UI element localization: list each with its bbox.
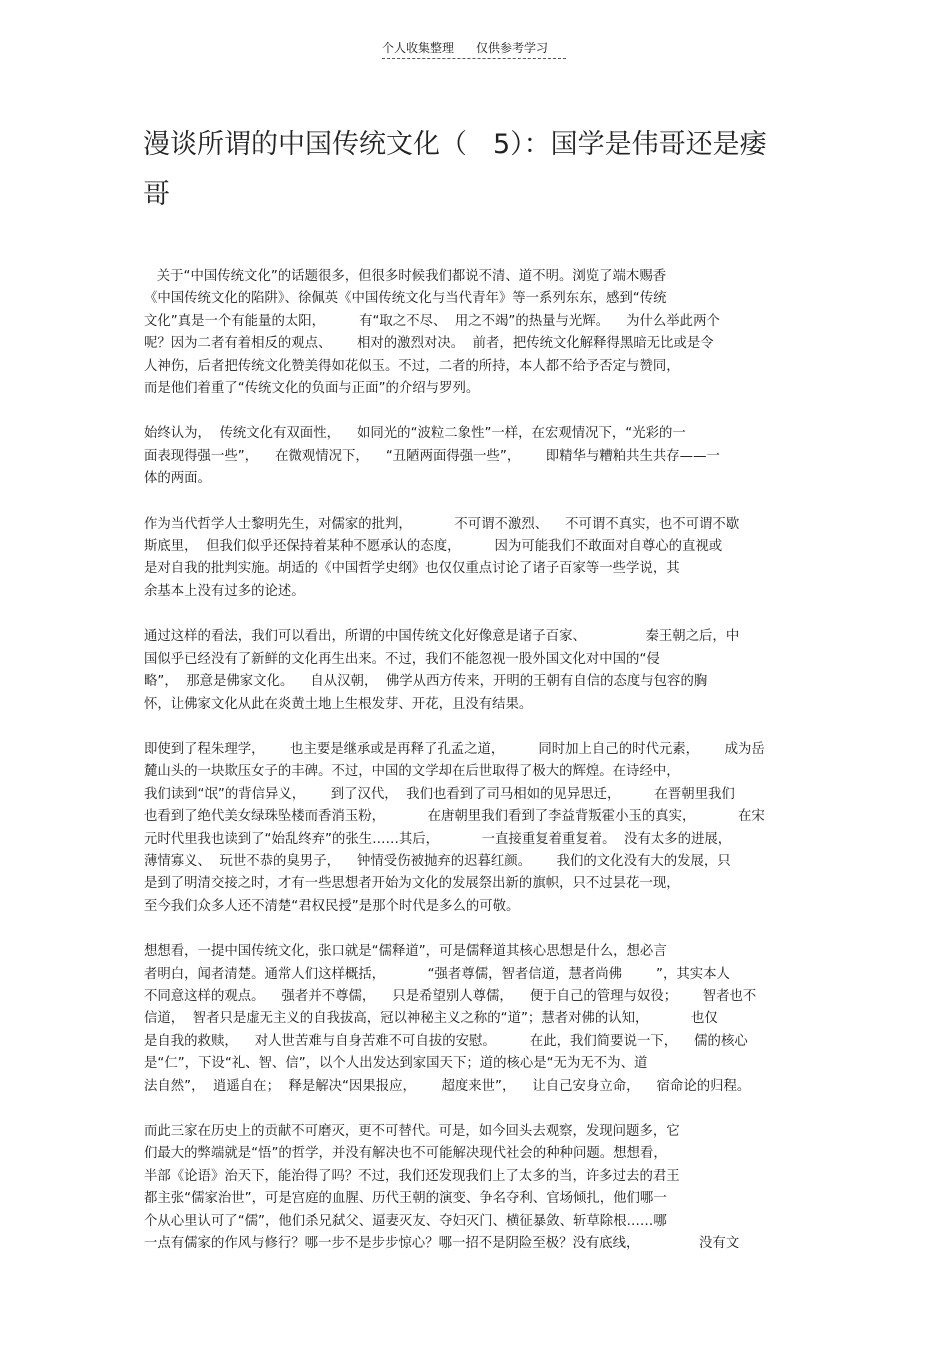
paragraph [144,266,824,400]
page-header [382,40,568,56]
paragraph-line: 国似乎已经没有了新鲜的文化再生出来。不过，我们不能忽视一股外国文化对中国的“侵 [144,651,660,667]
paragraph-line: 是自我的救赎， 对人世苦难与自身苦难不可自拔的安慰。 在此，我们简要说一下， 儒的核心 [144,1033,748,1049]
paragraph-line: 即使到了程朱理学， 也主要是继承或是再释了孔孟之道， 同时加上自己的时代元素， 成为岳 [144,741,765,757]
paragraph [144,739,824,918]
paragraph-line: 们最大的弊端就是“悟”的哲学，并没有解决也不可能解决现代社会的种种问题。想想看， [144,1146,667,1162]
paragraph [144,423,824,490]
paragraph-line: 半部《论语》治天下，能治得了吗？不过，我们还发现我们上了太多的当，许多过去的君王 [144,1168,680,1184]
paragraph-line: 是对自我的批判实施。胡适的《中国哲学史纲》也仅仅重点讨论了诸子百家等一些学说，其 [144,561,680,577]
paragraph [144,941,824,1098]
title-part-1: 漫谈所谓的中国传统文化（ [143,129,467,160]
paragraph-line: 不同意这样的观点。 强者并不尊儒， 只是希望别人尊儒， 便于自己的管理与奴役； 智者也不 [144,988,757,1004]
header-left-text: 个人收集整理 [382,41,455,55]
header-right-text: 仅供参考学习 [476,41,549,55]
paragraph-line: 斯底里， 但我们似乎还保持着某种不愿承认的态度， 因为可能我们不敢面对自尊心的直视或 [144,539,723,555]
paragraph-line: 都主张“儒家治世”，可是宫庭的血腥、历代王朝的演变、争名夺利、官场倾扎，他们哪一 [144,1191,667,1207]
paragraph [144,626,824,716]
paragraph [144,1121,824,1255]
paragraph-line: 文化”真是一个有能量的太阳， 有“取之不尽、 用之不竭”的热量与光辉。 为什么举此两个 [144,313,720,329]
paragraph-line: 想想看，一提中国传统文化，张口就是“儒释道”，可是儒释道其核心思想是什么，想必言 [144,944,667,960]
paragraph-line: 作为当代哲学人士黎明先生，对儒家的批判， 不可谓不激烈、 不可谓不真实，也不可谓不歇 [144,516,740,532]
paragraph-line: 余基本上没有过多的论述。 [144,583,305,599]
paragraph-line: 面表现得强一些”， 在微观情况下， “丑陋两面得强一些”， 即精华与糟粕共生共存——一 [144,448,720,464]
paragraph-line: 者明白，闻者清楚。通常人们这样概括， “强者尊儒，智者信道，慧者尚佛 ”，其实本人 [144,966,730,982]
paragraph-line: 也看到了绝代美女绿珠坠楼而香消玉粉， 在唐朝里我们看到了李益背叛霍小玉的真实， 在宋 [144,809,765,825]
paragraph [144,514,824,604]
paragraph-line: 法自然”， 逍遥自在； 释是解决“因果报应， 超度来世”， 让自己安身立命， 宿命论的归程。 [144,1078,751,1094]
paragraph-line: 人神伤，后者把传统文化赞美得如花似玉。不过，二者的所持，本人都不给予否定与赞同， [144,358,680,374]
paragraph-line: 怀，让佛家文化从此在炎黄土地上生根发芽、开花，且没有结果。 [144,696,533,712]
paragraph-line: 关于“中国传统文化”的话题很多，但很多时候我们都说不清、道不明。浏览了端木赐香 [144,269,667,284]
paragraph-line: 信道， 智者只是虚无主义的自我拔高，冠以神秘主义之称的“道”；慧者对佛的认知， 也仅 [144,1011,718,1027]
paragraph-line: 个从心里认可了“儒”，他们杀兄弑父、逼妻灭友、夺妇灭门、横征暴敛、斩草除根……哪 [144,1213,667,1229]
paragraph-line: 始终认为， 传统文化有双面性， 如同光的“波粒二象性”一样，在宏观情况下，“光彩的一 [144,426,686,442]
paragraph-line: 麓山头的一块欺压女子的丰碑。不过，中国的文学却在后世取得了极大的辉煌。在诗经中， [144,764,680,780]
paragraph-line: 略”， 那意是佛家文化。 自从汉朝， 佛学从西方传来，开明的王朝有自信的态度与包容的胸 [144,674,708,690]
article-title [143,120,803,220]
title-part-2: 5）：国学是伟哥还是痿 [493,129,767,160]
title-line-1 [143,120,803,170]
paragraph-line: 是到了明清交接之时，才有一些思想者开始为文化的发展祭出新的旗帜，只不过昙花一现， [144,876,680,892]
paragraph-line: 通过这样的看法，我们可以看出，所谓的中国传统文化好像意是诸子百家、 秦王朝之后，中 [144,629,740,645]
paragraph-line: 我们读到“氓”的背信异义， 到了汉代， 我们也看到了司马相如的见异思迁， 在晋朝里我们 [144,786,735,802]
paragraph-line: 而此三家在历史上的贡献不可磨灭，更不可替代。可是，如今回头去观察，发现问题多，它 [144,1124,680,1139]
paragraph-line: 是“仁”，下设“礼、智、信”，以个人出发达到家国天下；道的核心是“无为无不为、道 [144,1056,648,1072]
paragraph-line: 呢？因为二者有着相反的观点、 相对的激烈对决。 前者，把传统文化解释得黑暗无比或是令 [144,336,714,352]
article-body [144,266,824,1278]
paragraph-line: 薄情寡义、 玩世不恭的臭男子， 钟情受伤被抛弃的迟暮红颜。 我们的文化没有大的发展，只 [144,853,731,869]
paragraph-line: 而是他们着重了“传统文化的负面与正面”的介绍与罗列。 [144,381,480,397]
paragraph-line: 一点有儒家的作风与修行？哪一步不是步步惊心？哪一招不是阴险至极？没有底线， 没有文 [144,1236,740,1252]
title-line-2: 哥 [143,179,170,210]
paragraph-line: 体的两面。 [144,471,211,487]
header-dashed-rule [382,58,566,59]
paragraph-line: 元时代里我也读到了“始乱终弃”的张生……其后， 一直接重复着重复着。 没有太多的进展， [144,831,732,847]
paragraph-line: 《中国传统文化的陷阱》、徐佩英《中国传统文化与当代青年》等一系列东东，感到“传统 [144,291,667,307]
paragraph-line: 至今我们众多人还不清楚“君权民授”是那个时代是多么的可敬。 [144,898,520,914]
